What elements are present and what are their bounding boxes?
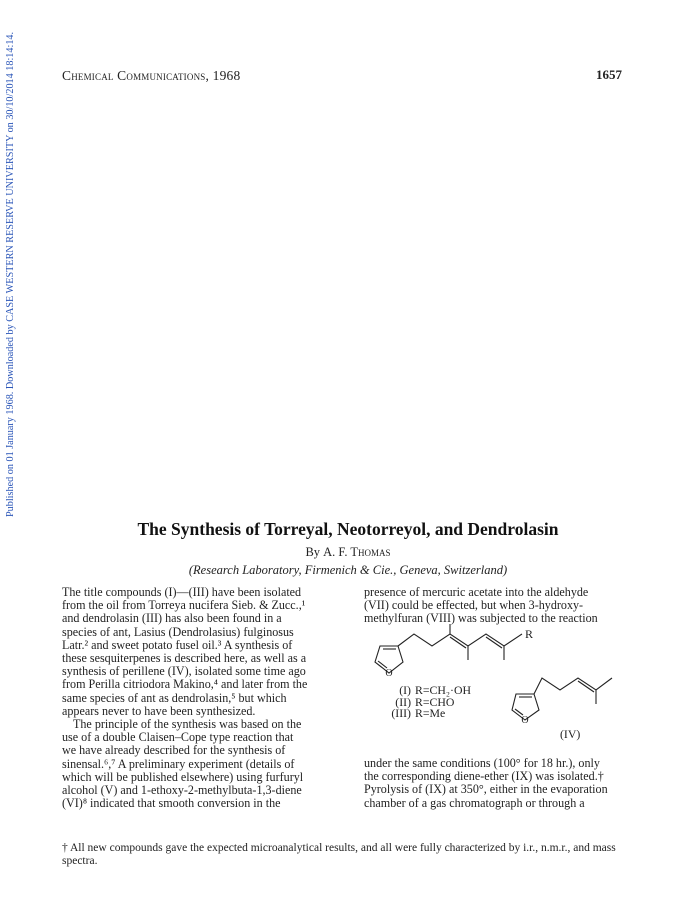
substituent-r-label: R	[525, 627, 534, 641]
body-line: (VII) could be effected, but when 3-hydroxy-	[364, 598, 584, 613]
body-line: methylfuran (VIII) was subjected to the reaction	[364, 611, 598, 626]
body-line: we have already described for the synthesis of	[62, 743, 286, 758]
body-line: use of a double Claisen–Cope type reaction that	[62, 730, 294, 745]
body-line: and dendrolasin (III) has also been found in a	[62, 611, 282, 626]
body-line: Latr.² and sweet potato fusel oil.³ A synthesis of	[62, 637, 293, 652]
structure-perillene	[510, 672, 630, 724]
left-column	[62, 586, 334, 810]
affiliation: (Research Laboratory, Firmenich & Cie., Geneva, Switzerland)	[188, 563, 508, 577]
body-line: from the oil from Torreya nucifera Sieb. & Zucc.,¹	[62, 598, 306, 613]
body-line: alcohol (V) and 1-ethoxy-2-methylbuta-1,3-diene	[62, 783, 302, 798]
right-column-bottom	[364, 757, 636, 810]
body-line: which will be published elsewhere) using furfuryl	[62, 769, 304, 784]
body-line: sinensal.⁶,⁷ A preliminary experiment (details of	[62, 756, 295, 771]
body-line: synthesis of perillene (IV), isolated some time ago	[62, 664, 306, 679]
body-line: same species of ant as dendrolasin,⁵ but which	[62, 690, 287, 705]
ring-oxygen-label: O	[385, 668, 393, 679]
body-line: species of ant, Lasius (Dendrolasius) fulginosus	[62, 624, 294, 639]
body-line: under the same conditions (100° for 18 hr.), only	[364, 756, 600, 770]
body-line: these sesquiterpenes is described here, as well as a	[62, 651, 307, 666]
journal-header	[62, 68, 240, 84]
article-title: The Synthesis of Torreyal, Neotorreyol, and Dendrolasin	[137, 519, 559, 539]
body-line: The title compounds (I)—(III) have been isolated	[62, 585, 302, 599]
body-line: Pyrolysis of (IX) at 350°, either in the evaporation	[364, 782, 608, 797]
byline	[0, 545, 696, 560]
body-line: presence of mercuric acetate into the aldehyde	[364, 585, 589, 599]
footnote: † All new compounds gave the expected microanalytical results, and all were fully characterized by i.r., n.m.r., and mass spectra.	[62, 842, 616, 867]
compound-label: (II) R=CHO	[395, 694, 455, 709]
journal-name: Chemical Communications, 1968	[62, 68, 241, 83]
body-line: appears never to have been synthesized.	[62, 703, 256, 718]
body-line: from Perilla citriodora Makino,⁴ and later from the	[62, 677, 308, 692]
ring-oxygen-label: O	[521, 715, 529, 726]
right-column-top	[364, 586, 636, 626]
body-line: (VI)⁸ indicated that smooth conversion in the	[62, 796, 281, 811]
compound-iv-label: (IV)	[560, 727, 581, 741]
author-name: A. F. Thomas	[323, 545, 391, 559]
download-provenance-note: Published on 01 January 1968. Downloaded by CASE WESTERN RESERVE UNIVERSITY on 30/10/2014 18:14:14.	[5, 31, 16, 517]
page-number: 1657	[596, 67, 622, 82]
body-line: the corresponding diene-ether (IX) was isolated.†	[364, 769, 604, 784]
byline-prefix: By	[305, 545, 324, 559]
body-line: The principle of the synthesis was based on the	[73, 717, 302, 732]
body-line: chamber of a gas chromatograph or through a	[364, 795, 585, 810]
compound-label-list	[381, 685, 471, 720]
compound-label: (III) R=Me	[391, 706, 446, 720]
compound-label: (I) R=CH₂·OH	[399, 683, 471, 697]
